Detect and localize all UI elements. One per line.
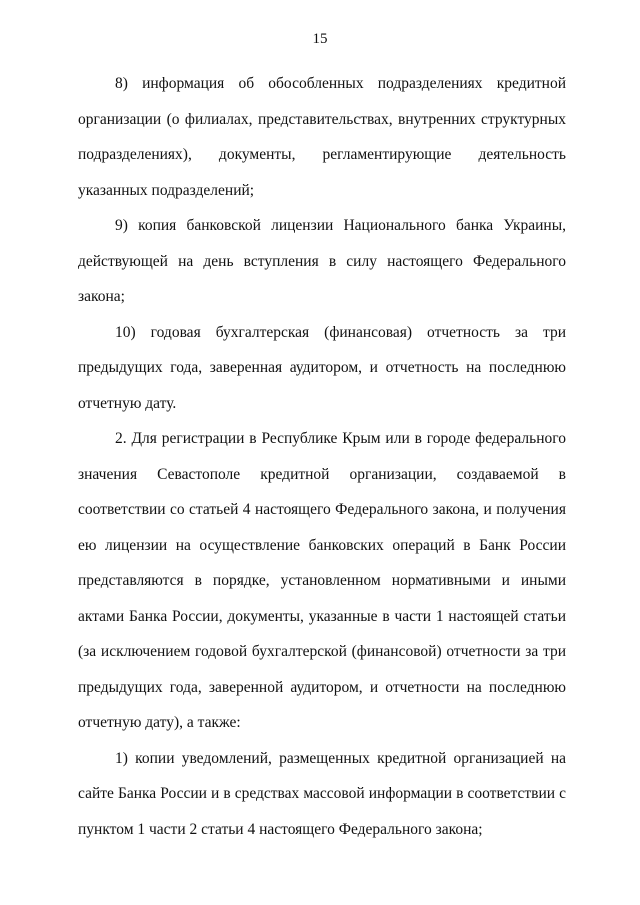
list-item-10: 10) годовая бухгалтерская (финансовая) отчетность за три предыдущих года, заверенная аудитором, и отчетность на последнюю отчетную дату.	[78, 323, 566, 412]
document-body	[78, 66, 566, 847]
section-2-paragraph: 2. Для регистрации в Республике Крым или в городе федерального значения Севастополе кредитной организации, создаваемой в соответствии со статьей 4 настоящего Федерального закона, и получения ею лицензии на осуществление банковских операций в Банк России представляются в порядке, установленном нормативными и иными актами Банка России, документы, указанные в части 1 настоящей статьи (за исключением годовой бухгалтерской (финансовой) отчетности за три предыдущих года, заверенной аудитором, и отчетности на последнюю отчетную дату), а также:	[78, 430, 566, 731]
list-item-9: 9) копия банковской лицензии Национального банка Украины, действующей на день вступления в силу настоящего Федерального закона;	[78, 217, 566, 305]
page-number: 15	[312, 31, 328, 47]
list-item-1: 1) копии уведомлений, размещенных кредитной организацией на сайте Банка России и в средствах массовой информации в соответствии с пунктом 1 части 2 статьи 4 настоящего Федерального закона;	[78, 749, 566, 838]
list-item-8: 8) информация об обособленных подразделениях кредитной организации (о филиалах, представительствах, внутренних структурных подразделениях), документы, регламентирующие деятельность указанных подразделений;	[78, 75, 566, 199]
